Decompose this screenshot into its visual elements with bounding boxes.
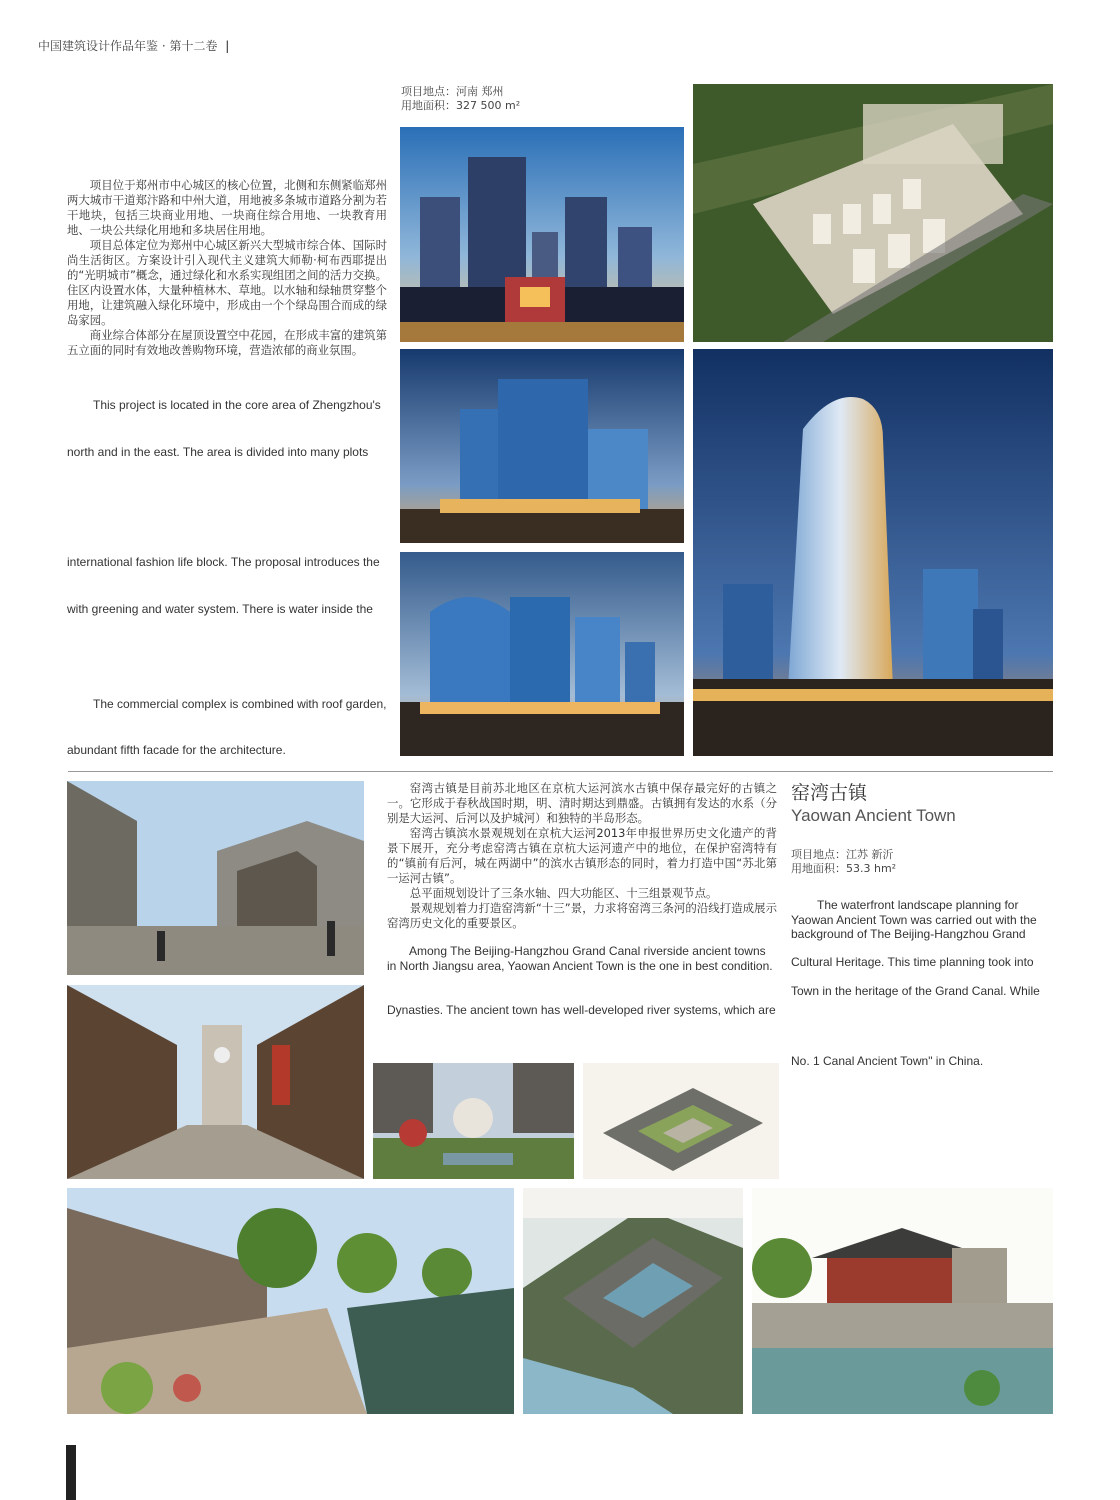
project2-cn-paragraph: 窑湾古镇是目前苏北地区在京杭大运河滨水古镇中保存最完好的古镇之一。它形成于春秋战国时期，明、清时期达到鼎盛。古镇拥有发达的水系（分别是大运河、后河以及护城河）和独特的半岛形态。 — [387, 781, 777, 825]
project2-en-line: Among The Beijing-Hangzhou Grand Canal riverside ancient towns — [409, 944, 766, 958]
garden-courtyard-photo — [373, 1063, 574, 1179]
project1-cn-paragraph: 商业综合体部分在屋顶设置空中花园，在形成丰富的建筑第五立面的同时有效地改善购物环境，营造浓郁的商业氛围。 — [67, 328, 387, 357]
running-header — [38, 37, 229, 54]
project1-meta — [401, 85, 520, 113]
project1-area: 用地面积：327 500 m² — [401, 99, 521, 112]
twin-towers-rendering — [400, 127, 684, 342]
project2-area: 用地面积：53.3 hm² — [791, 862, 897, 875]
running-title: 中国建筑设计作品年鉴 · 第十二卷 — [38, 39, 218, 53]
glass-complex-rendering — [400, 349, 684, 543]
project2-en-right-line: Cultural Heritage. This time planning took into — [791, 955, 1034, 969]
project1-en-line: This project is located in the core area of Zhengzhou's — [93, 398, 381, 412]
project2-en-line: Dynasties. The ancient town has well-developed river systems, which are — [387, 1003, 776, 1017]
project1-cn-paragraph: 项目位于郑州市中心城区的核心位置，北侧和东侧紧临郑州两大城市干道郑汴路和中州大道，用地被多条城市道路分割为若干地块，包括三块商业用地、一块商住综合用地、一块教育用地、一块公共绿化用地和多块居住用地。 — [67, 178, 387, 237]
project2-en-right-line: The waterfront landscape planning for — [817, 898, 1019, 912]
project1-cn-paragraph: 项目总体定位为郑州中心城区新兴大型城市综合体、国际时尚生活街区。方案设计引入现代主义建筑大师勒·柯布西耶提出的“光明城市”概念，通过绿化和水系实现组团之间的活力交换。住区内设置水体，大量种植林木、草地。以水轴和绿轴贯穿整个用地，让建筑融入绿化环境中，形成由一个个绿岛围合而成的绿岛家园。 — [67, 238, 387, 327]
project1-en-line: The commercial complex is combined with roof garden, — [93, 697, 387, 711]
project1-en-line: with greening and water system. There is water inside the — [67, 602, 373, 616]
project1-en-line: north and in the east. The area is divided into many plots — [67, 445, 369, 459]
project2-en-right-line: No. 1 Canal Ancient Town" in China. — [791, 1054, 984, 1068]
project2-en-right-line: background of The Beijing-Hangzhou Grand — [791, 927, 1026, 941]
old-street-gate-photo — [67, 985, 364, 1179]
project2-heading — [791, 781, 956, 827]
landmark-tower-rendering — [693, 349, 1053, 756]
courtyard-aerial-sketch — [583, 1063, 779, 1179]
project1-cn-text — [67, 178, 387, 358]
project2-en-right-line: Yaowan Ancient Town was carried out with the — [791, 913, 1037, 927]
old-town-street-photo — [67, 781, 364, 975]
header-divider: | — [225, 39, 230, 53]
temple-pond-rendering — [752, 1188, 1053, 1414]
project2-meta — [791, 848, 896, 876]
town-aerial-rendering — [523, 1188, 743, 1414]
project2-cn-paragraph: 窑湾古镇滨水景观规划在京杭大运河2013年申报世界历史文化遗产的背景下展开，充分考虑窑湾古镇在京杭大运河遗产中的地位，在保护窑湾特有的“镇前有后河，城在两湖中”的滨水古镇形态的同时，着力打造中国“苏北第一运河古镇”。 — [387, 826, 777, 885]
project2-en-right-line: Town in the heritage of the Grand Canal. While — [791, 984, 1040, 998]
project2-en-line: in North Jiangsu area, Yaowan Ancient Town is the one in best condition. — [387, 959, 773, 973]
section-divider — [68, 771, 1053, 772]
aerial-masterplan-rendering — [693, 84, 1053, 342]
project1-location: 项目地点：河南 郑州 — [401, 85, 504, 98]
project2-cn-paragraph: 总平面规划设计了三条水轴、四大功能区、十三组景观节点。 — [409, 886, 718, 900]
project2-title-en: Yaowan Ancient Town — [791, 806, 956, 825]
canal-waterfront-photo — [67, 1188, 514, 1414]
project2-cn-text — [387, 781, 777, 931]
project1-en-line: abundant fifth facade for the architecture. — [67, 743, 286, 757]
project2-title-cn: 窑湾古镇 — [791, 782, 868, 804]
curved-facade-rendering — [400, 552, 684, 756]
page-edge-bar — [66, 1445, 76, 1500]
project2-location: 项目地点：江苏 新沂 — [791, 848, 894, 861]
project1-en-line: international fashion life block. The proposal introduces the — [67, 555, 380, 569]
project2-cn-paragraph: 景观规划着力打造窑湾新“十三”景，力求将窑湾三条河的沿线打造成展示窑湾历史文化的重要景区。 — [387, 901, 777, 930]
